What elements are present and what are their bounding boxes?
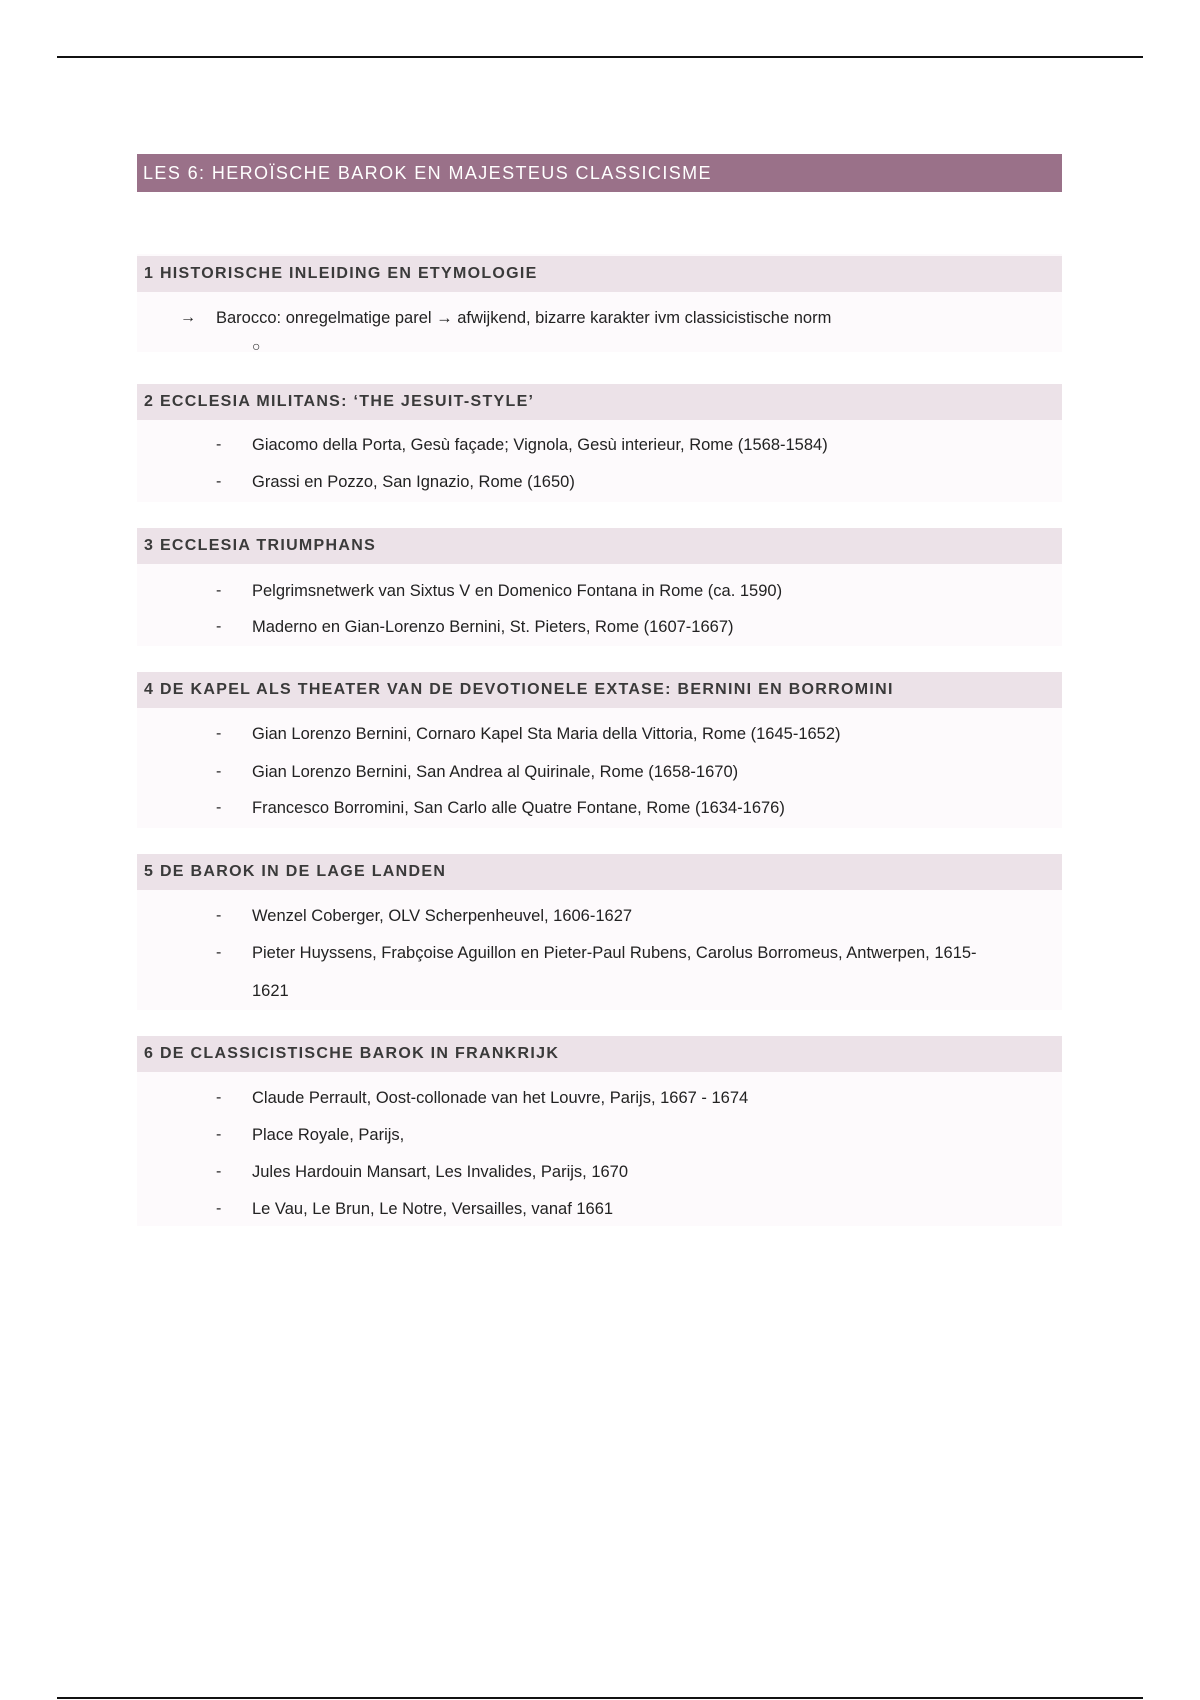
list-item: Wenzel Coberger, OLV Scherpenheuvel, 1606-1627: [252, 907, 633, 925]
list-item: Pelgrimsnetwerk van Sixtus V en Domenico Fontana in Rome (ca. 1590): [252, 582, 783, 600]
dash-bullet-icon: -: [216, 473, 222, 490]
dash-bullet-icon: -: [216, 944, 222, 961]
section-heading-1: 1 HISTORISCHE INLEIDING EN ETYMOLOGIE: [137, 256, 1062, 292]
list-item: Gian Lorenzo Bernini, Cornaro Kapel Sta Maria della Vittoria, Rome (1645-1652): [252, 725, 841, 743]
header-rule: [57, 56, 1143, 58]
list-item-continuation: 1621: [252, 982, 289, 1000]
section-heading-4: 4 DE KAPEL ALS THEATER VAN DE DEVOTIONELE EXTASE: BERNINI EN BORROMINI: [137, 672, 1062, 708]
section-heading-2: 2 ECCLESIA MILITANS: ‘THE JESUIT-STYLE’: [137, 384, 1062, 420]
list-item: Barocco: onregelmatige parel → afwijkend, bizarre karakter ivm classicistische norm: [216, 309, 832, 327]
dash-bullet-icon: -: [216, 582, 222, 599]
list-item: Place Royale, Parijs,: [252, 1126, 405, 1144]
dash-bullet-icon: -: [216, 1126, 222, 1143]
dash-bullet-icon: -: [216, 1200, 222, 1217]
section-heading-5: 5 DE BAROK IN DE LAGE LANDEN: [137, 854, 1062, 890]
dash-bullet-icon: -: [216, 1163, 222, 1180]
list-item: Gian Lorenzo Bernini, San Andrea al Quirinale, Rome (1658-1670): [252, 763, 739, 781]
dash-bullet-icon: -: [216, 618, 222, 635]
list-item: Le Vau, Le Brun, Le Notre, Versailles, vanaf 1661: [252, 1200, 614, 1218]
list-item: Grassi en Pozzo, San Ignazio, Rome (1650): [252, 473, 575, 491]
list-item: Pieter Huyssens, Frabçoise Aguillon en Pieter-Paul Rubens, Carolus Borromeus, Antwerpen, 1615-: [252, 944, 977, 962]
dash-bullet-icon: -: [216, 799, 222, 816]
dash-bullet-icon: -: [216, 907, 222, 924]
section-heading-3: 3 ECCLESIA TRIUMPHANS: [137, 528, 1062, 564]
dash-bullet-icon: -: [216, 436, 222, 453]
list-item: Jules Hardouin Mansart, Les Invalides, Parijs, 1670: [252, 1163, 629, 1181]
section-heading-6: 6 DE CLASSICISTISCHE BAROK IN FRANKRIJK: [137, 1036, 1062, 1072]
dash-bullet-icon: -: [216, 763, 222, 780]
list-item: Francesco Borromini, San Carlo alle Quatre Fontane, Rome (1634-1676): [252, 799, 785, 817]
footer-rule: [57, 1697, 1143, 1699]
dash-bullet-icon: -: [216, 1089, 222, 1106]
list-item: Claude Perrault, Oost-collonade van het Louvre, Parijs, 1667 - 1674: [252, 1089, 749, 1107]
page-title: LES 6: HEROÏSCHE BAROK EN MAJESTEUS CLASSICISME: [137, 154, 1062, 192]
list-item: Maderno en Gian-Lorenzo Bernini, St. Pieters, Rome (1607-1667): [252, 618, 734, 636]
arrow-bullet-icon: →: [180, 309, 196, 326]
list-item: Giacomo della Porta, Gesù façade; Vignola, Gesù interieur, Rome (1568-1584): [252, 436, 828, 454]
dash-bullet-icon: -: [216, 725, 222, 742]
circle-bullet-icon: ○: [252, 338, 261, 354]
